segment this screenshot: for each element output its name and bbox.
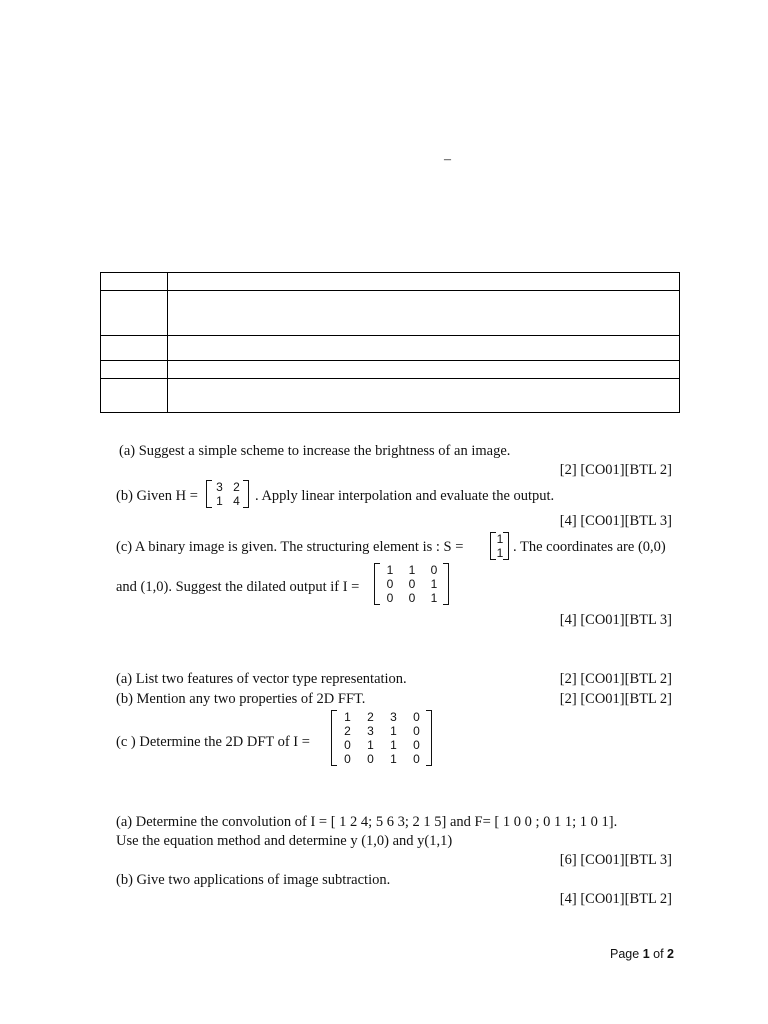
matrix-left-bracket	[331, 710, 337, 766]
matrix-cell: 0	[386, 577, 394, 591]
matrix-cell: 0	[344, 738, 351, 752]
matrix-right-bracket	[443, 563, 449, 605]
info-cell	[101, 273, 168, 291]
matrix-cell: 1	[386, 563, 394, 577]
matrix-cell: 1	[390, 738, 397, 752]
matrix-cell: 3	[390, 710, 397, 724]
info-cell	[101, 336, 168, 361]
page-current: 1	[642, 947, 650, 961]
q1b-suffix: . Apply linear interpolation and evaluate the output.	[255, 488, 555, 504]
matrix-cell: 0	[344, 752, 351, 766]
matrix-right-bracket	[503, 532, 509, 560]
q3b-text: (b) Give two applications of image subtraction.	[116, 872, 391, 888]
q3a-marks: [6] [CO01][BTL 3]	[559, 852, 672, 868]
page-word: Page	[610, 947, 640, 961]
matrix-row	[211, 494, 245, 508]
matrix-row	[379, 591, 445, 605]
matrix-cell: 1	[496, 532, 504, 546]
q1a-marks: [2] [CO01][BTL 2]	[559, 462, 672, 478]
q1c-marks: [4] [CO01][BTL 3]	[559, 612, 672, 628]
matrix-row	[211, 480, 245, 494]
matrix-cell: 0	[408, 591, 416, 605]
q1b-prefix: (b) Given H =	[116, 488, 198, 504]
info-cell	[101, 379, 168, 413]
matrix-cell: 2	[233, 480, 240, 494]
matrix-cell: 2	[367, 710, 374, 724]
matrix-cell: 2	[344, 724, 351, 738]
matrix-cell: 1	[344, 710, 351, 724]
matrix-cell: 1	[408, 563, 416, 577]
q1c-suffix: . The coordinates are (0,0)	[513, 539, 666, 555]
q2a-text: (a) List two features of vector type representation.	[116, 671, 407, 687]
matrix-cell: 0	[430, 563, 438, 577]
page-total: 2	[667, 947, 674, 961]
header-dash: –	[444, 152, 451, 167]
q1b-marks: [4] [CO01][BTL 3]	[559, 513, 672, 529]
matrix-left-bracket	[374, 563, 380, 605]
info-cell	[168, 379, 680, 413]
q2a-marks: [2] [CO01][BTL 2]	[559, 671, 672, 687]
matrix-cell: 0	[413, 752, 420, 766]
info-cell	[101, 361, 168, 379]
info-cell	[168, 336, 680, 361]
page-number	[610, 947, 674, 961]
matrix-cell: 0	[413, 724, 420, 738]
matrix-row	[336, 710, 428, 724]
matrix-cell: 0	[413, 738, 420, 752]
matrix-cell: 3	[216, 480, 223, 494]
matrix-row	[336, 738, 428, 752]
matrix-left-bracket	[206, 480, 212, 508]
matrix-h	[206, 480, 249, 508]
info-cell	[168, 273, 680, 291]
matrix-i-binary	[374, 563, 449, 605]
matrix-row	[336, 724, 428, 738]
q1c-line2: and (1,0). Suggest the dilated output if I =	[116, 579, 360, 595]
matrix-row	[336, 752, 428, 766]
matrix-right-bracket	[426, 710, 432, 766]
matrix-cell: 4	[233, 494, 240, 508]
q3b-marks: [4] [CO01][BTL 2]	[559, 891, 672, 907]
info-cell	[168, 361, 680, 379]
q3a-line1: (a) Determine the convolution of I = [ 1 2 4; 5 6 3; 2 1 5] and F= [ 1 0 0 ; 0 1 1; 1 0 1].	[116, 814, 618, 830]
matrix-s	[490, 532, 509, 560]
q1a-text: (a) Suggest a simple scheme to increase the brightness of an image.	[119, 443, 511, 459]
matrix-cell: 3	[367, 724, 374, 738]
matrix-cell: 1	[390, 724, 397, 738]
matrix-row	[379, 577, 445, 591]
q2c-prefix: (c ) Determine the 2D DFT of I =	[116, 734, 310, 750]
matrix-cell: 0	[413, 710, 420, 724]
matrix-cell: 1	[430, 577, 438, 591]
q1c-prefix: (c) A binary image is given. The structuring element is : S =	[116, 539, 464, 555]
matrix-cell: 0	[408, 577, 416, 591]
q3a-line2: Use the equation method and determine y (1,0) and y(1,1)	[116, 833, 453, 849]
info-cell	[168, 291, 680, 336]
matrix-cell: 0	[367, 752, 374, 766]
q2b-marks: [2] [CO01][BTL 2]	[559, 691, 672, 707]
matrix-cell: 1	[216, 494, 223, 508]
matrix-right-bracket	[243, 480, 249, 508]
matrix-cell: 1	[367, 738, 374, 752]
info-table	[100, 272, 680, 413]
matrix-cell: 1	[430, 591, 438, 605]
of-word: of	[653, 947, 664, 961]
matrix-row	[379, 563, 445, 577]
matrix-cell: 0	[386, 591, 394, 605]
matrix-cell: 1	[496, 546, 504, 560]
matrix-cell: 1	[390, 752, 397, 766]
matrix-left-bracket	[490, 532, 496, 560]
info-cell	[101, 291, 168, 336]
matrix-i-dft	[331, 710, 432, 766]
q2b-text: (b) Mention any two properties of 2D FFT.	[116, 691, 366, 707]
